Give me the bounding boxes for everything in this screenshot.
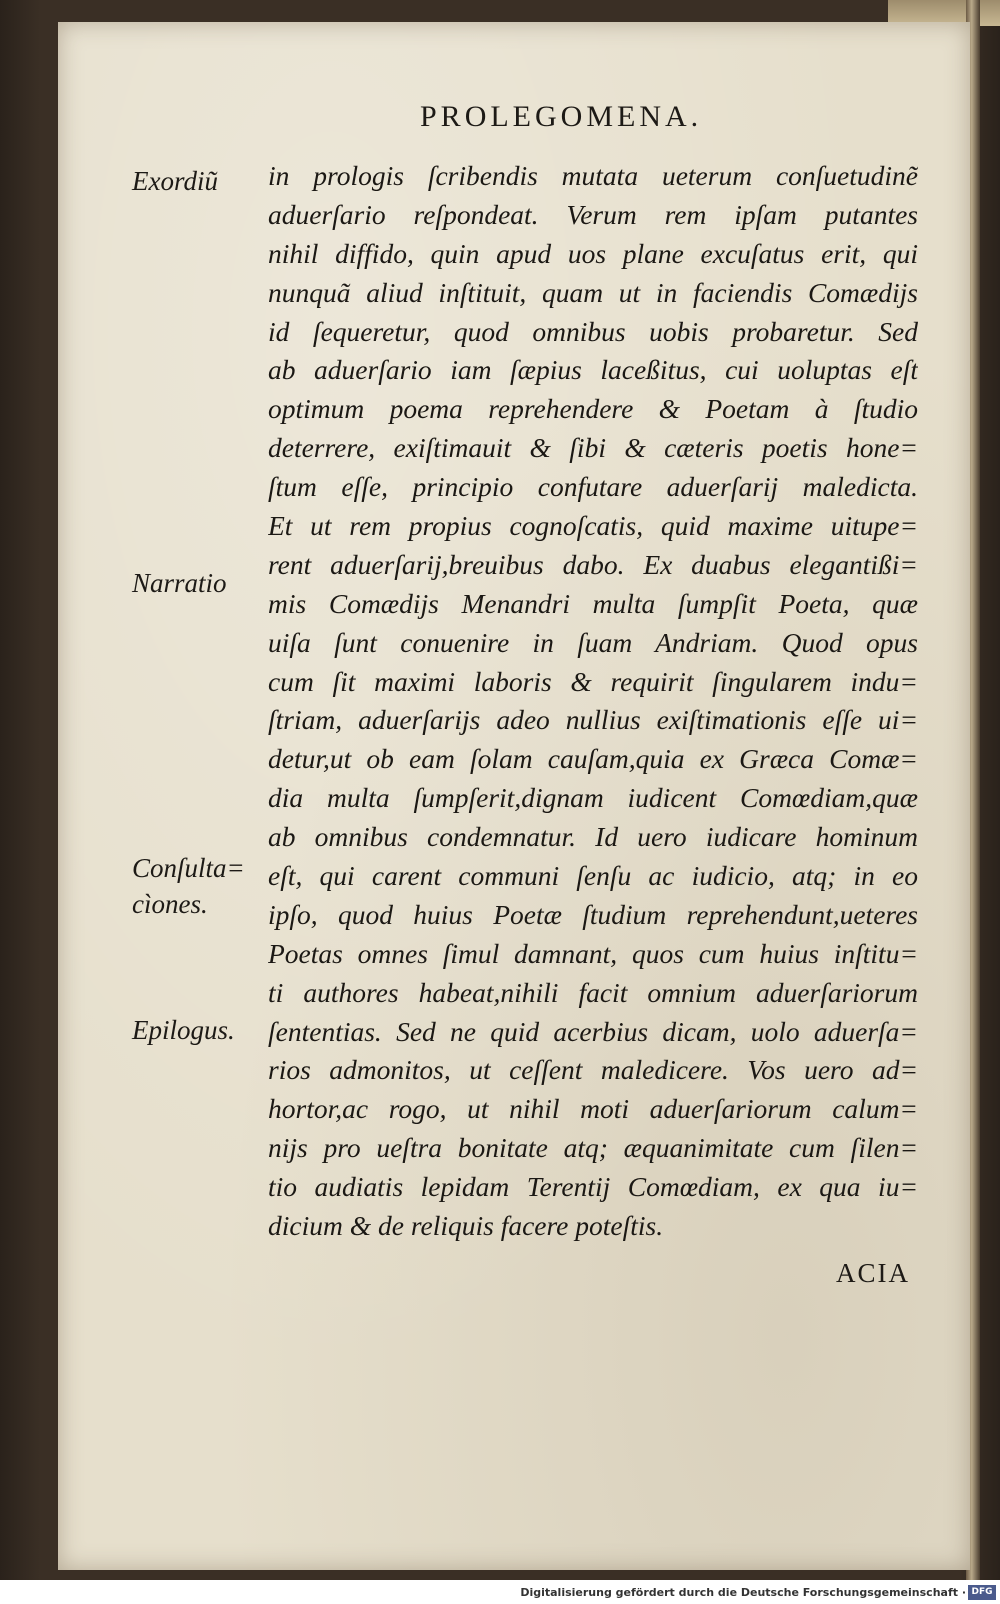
text-line: cum ſit maximi laboris & requirit ſingularem indu= (268, 665, 918, 697)
text-line: mis Comædijs Menandri multa ſumpſit Poeta, quæ (268, 587, 918, 619)
footer-bar (0, 1580, 1000, 1604)
text-line: aduerſario reſpondeat. Verum rem ipſam putantes (268, 198, 918, 230)
text-line: dicium & de reliquis facere poteſtis. (268, 1210, 664, 1242)
catchword: ACIA (836, 1258, 910, 1288)
text-line: hortor,ac rogo, ut nihil moti aduerſariorum calum= (268, 1093, 918, 1125)
marginal-note-exordium: Exordiũ (132, 166, 218, 196)
text-line: Et ut rem propius cognoſcatis, quid maxime uitupe= (268, 510, 918, 542)
text-line: optimum poema reprehendere & Poetam à ſtudio (268, 393, 918, 425)
running-head: PROLEGOMENA. (420, 100, 703, 133)
dfg-logo-icon: DFG (968, 1585, 996, 1600)
text-line: ſententias. Sed ne quid acerbius dicam, uolo aduerſa= (268, 1015, 918, 1047)
text-line: detur,ut ob eam ſolam cauſam,quia ex Græca Comæ= (268, 743, 918, 775)
text-line: ab omnibus condemnatur. Id uero iudicare hominum (268, 821, 918, 853)
text-line: ipſo, quod huius Poetæ ſtudium reprehendunt,ueteres (268, 898, 918, 930)
text-line: nijs pro ueſtra bonitate atq; æquanimitate cum ſilen= (268, 1132, 918, 1164)
text-line: ſtriam, aduerſarijs adeo nullius exiſtimationis eſſe ui= (268, 704, 918, 736)
text-line: rent aduerſarij,breuibus dabo. Ex duabus elegantißi= (268, 548, 918, 580)
text-line: in prologis ſcribendis mutata ueterum conſuetudinẽ (268, 160, 918, 191)
marginal-note-narratio: Narratio (132, 568, 227, 598)
text-line: nihil diffido, quin apud uos plane excuſatus erit, qui (268, 237, 918, 269)
text-line: id ſequeretur, quod omnibus uobis probaretur. Sed (268, 315, 918, 347)
body-text (268, 157, 918, 1246)
text-line: dia multa ſumpſerit,dignam iudicent Comœdiam,quæ (268, 782, 918, 814)
text-line: ab aduerſario iam ſæpius laceßitus, cui uoluptas eſt (268, 354, 918, 386)
text-line: ſtum eſſe, principio confutare aduerſarij maledicta. (268, 471, 918, 503)
text-line: Poetas omnes ſimul damnant, quos cum huius inſtitu= (268, 937, 918, 969)
marginal-note-epilogus: Epilogus. (132, 1015, 235, 1045)
text-line: deterrere, exiſtimauit & ſibi & cæteris poetis hone= (268, 432, 918, 464)
text-line: uiſa ſunt conuenire in ſuam Andriam. Quod opus (268, 626, 918, 658)
text-line: ti authores habeat,nihili facit omnium aduerſariorum (268, 976, 918, 1008)
funding-credit: Digitalisierung gefördert durch die Deutsche Forschungsgemeinschaft · (520, 1586, 966, 1599)
text-line: nunquã aliud inſtituit, quam ut in faciendis Comædijs (268, 276, 918, 308)
text-line: eſt, qui carent communi ſenſu ac iudicio, atq; in eo (268, 860, 918, 892)
text-line: tio audiatis lepidam Terentij Comœdiam, ex qua iu= (268, 1171, 918, 1203)
text-line: rios admonitos, ut ceſſent maledicere. Vos uero ad= (268, 1054, 918, 1086)
marginal-note-consultationes: Conſulta= cìones. (132, 853, 245, 919)
